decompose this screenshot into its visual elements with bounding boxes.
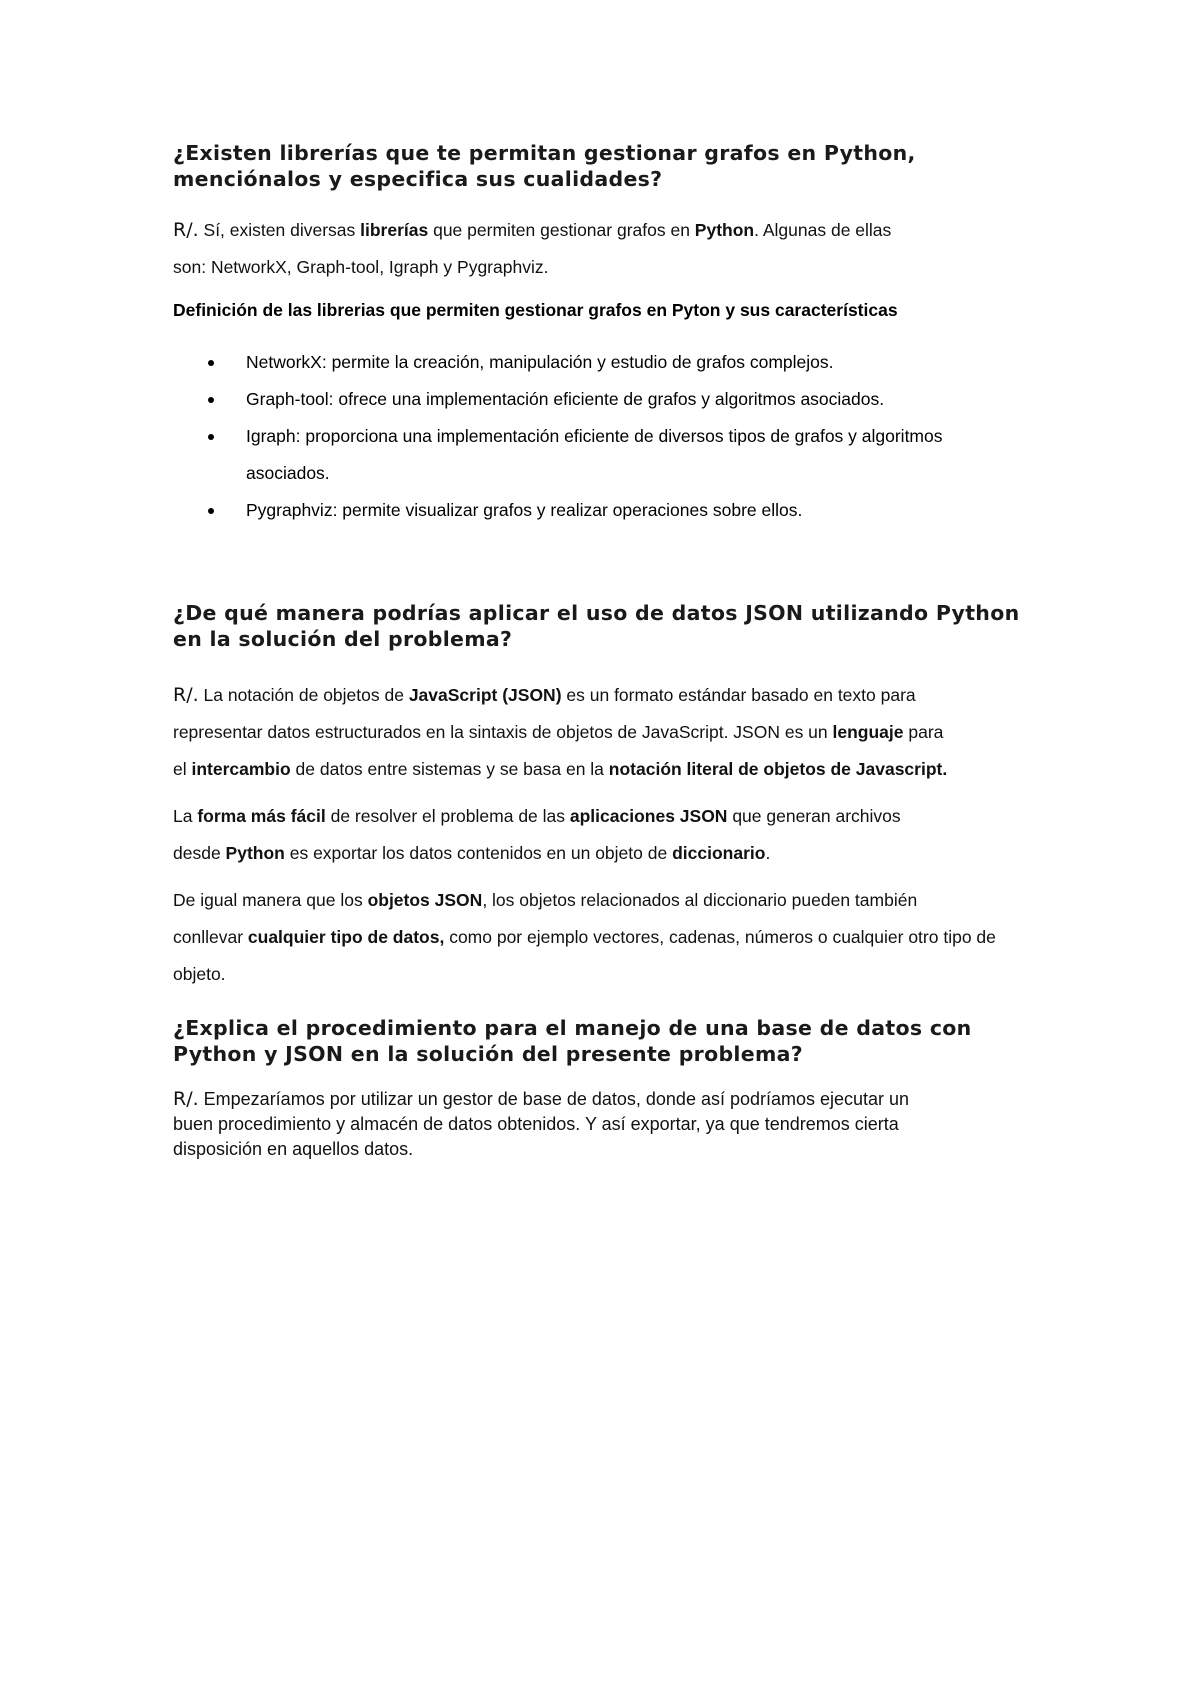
answer-2-text: para: [903, 722, 944, 742]
question-3-heading-line-2: Python y JSON en la solución del presente problema?: [173, 1042, 803, 1066]
answer-2-text: el: [173, 759, 192, 779]
answer-1-bold: librerías: [360, 220, 429, 240]
answer-2-paragraph-2: [173, 798, 1053, 872]
answer-1-bold: Python: [694, 220, 755, 240]
answer-3-text: buen procedimiento y almacén de datos obtenidos. Y así exportar, ya que tendremos cierta: [173, 1114, 899, 1134]
answer-1-marker: R/.: [173, 219, 199, 241]
answer-2-bold: Python: [225, 843, 285, 863]
answer-2-text: La notación de objetos de: [198, 685, 409, 705]
question-1-heading-line-1: ¿Existen librerías que te permitan gestionar grafos en Python,: [173, 141, 916, 165]
answer-2-bold: forma más fácil: [197, 806, 326, 826]
list-item-text: Igraph: proporciona una implementación eficiente de diversos tipos de grafos y algoritmos: [246, 426, 943, 446]
list-item: [173, 418, 1053, 492]
answer-3-paragraph: [173, 1087, 1053, 1162]
question-2-heading-line-2: en la solución del problema?: [173, 627, 513, 651]
answer-2-bold: lenguaje: [832, 722, 904, 742]
answer-2-paragraph-1: [173, 677, 1053, 788]
list-item: [173, 492, 1053, 529]
bullet-icon: [208, 397, 214, 403]
answer-2-text: La: [173, 806, 198, 826]
answer-2-text: , los objetos relacionados al diccionario pueden también: [482, 890, 918, 910]
answer-2-bold: notación literal de objetos de Javascript.: [608, 759, 948, 779]
answer-2-bold: JavaScript (JSON): [408, 685, 562, 705]
answer-3-text: disposición en aquellos datos.: [173, 1139, 414, 1159]
answer-1-text: Sí, existen diversas: [198, 220, 361, 240]
bullet-icon: [208, 434, 214, 440]
list-item-text: asociados.: [246, 463, 330, 483]
answer-1-paragraph: [173, 212, 1053, 286]
answer-1-text: . Algunas de ellas: [754, 220, 892, 240]
answer-2-text: es exportar los datos contenidos en un objeto de: [284, 843, 673, 863]
question-2-heading: [173, 600, 1053, 652]
answer-2-text: como por ejemplo vectores, cadenas, números o cualquier otro tipo de: [444, 927, 996, 947]
answer-2-bold: cualquier tipo de datos,: [247, 927, 445, 947]
answer-2-text: representar datos estructurados en la sintaxis de objetos de JavaScript. JSON es un: [173, 722, 833, 742]
libraries-list: [173, 344, 1053, 529]
answer-2-bold: diccionario: [672, 843, 766, 863]
list-item-text: Graph-tool: ofrece una implementación eficiente de grafos y algoritmos asociados.: [246, 389, 885, 409]
answer-2-bold: aplicaciones JSON: [569, 806, 728, 826]
question-1-heading: [173, 140, 1053, 192]
answer-2-text: de resolver el problema de las: [325, 806, 570, 826]
answer-2-bold: objetos JSON: [367, 890, 483, 910]
answer-2-paragraph-3: [173, 882, 1053, 993]
list-item-text: Pygraphviz: permite visualizar grafos y realizar operaciones sobre ellos.: [246, 500, 803, 520]
answer-2-text: de datos entre sistemas y se basa en la: [290, 759, 609, 779]
question-3-heading: [173, 1015, 1053, 1067]
answer-2-text: es un formato estándar basado en texto para: [561, 685, 916, 705]
answer-2-marker: R/.: [173, 684, 199, 706]
answer-2-text: objeto.: [173, 964, 226, 984]
list-item: [173, 344, 1053, 381]
answer-1-text: son: NetworkX, Graph-tool, Igraph y Pygraphviz.: [173, 257, 549, 277]
answer-3-text: Empezaríamos por utilizar un gestor de base de datos, donde así podríamos ejecutar un: [198, 1089, 910, 1109]
list-item-text: NetworkX: permite la creación, manipulación y estudio de grafos complejos.: [246, 352, 834, 372]
answer-3-marker: R/.: [173, 1088, 199, 1110]
answer-1-text: que permiten gestionar grafos en: [428, 220, 695, 240]
answer-2-text: que generan archivos: [727, 806, 901, 826]
bullet-icon: [208, 508, 214, 514]
document-body: [173, 140, 1053, 1162]
list-item: [173, 381, 1053, 418]
answer-2-text: desde: [173, 843, 226, 863]
question-1-heading-line-2: menciónalos y especifica sus cualidades?: [173, 167, 663, 191]
question-2-heading-line-1: ¿De qué manera podrías aplicar el uso de datos JSON utilizando Python: [173, 601, 1020, 625]
bullet-icon: [208, 360, 214, 366]
answer-2-bold: intercambio: [191, 759, 291, 779]
answer-2-text: .: [765, 843, 771, 863]
libraries-subheading: Definición de las librerias que permiten gestionar grafos en Pyton y sus características: [173, 300, 898, 320]
answer-2-text: conllevar: [173, 927, 248, 947]
question-3-heading-line-1: ¿Explica el procedimiento para el manejo de una base de datos con: [173, 1016, 972, 1040]
answer-2-text: De igual manera que los: [173, 890, 368, 910]
